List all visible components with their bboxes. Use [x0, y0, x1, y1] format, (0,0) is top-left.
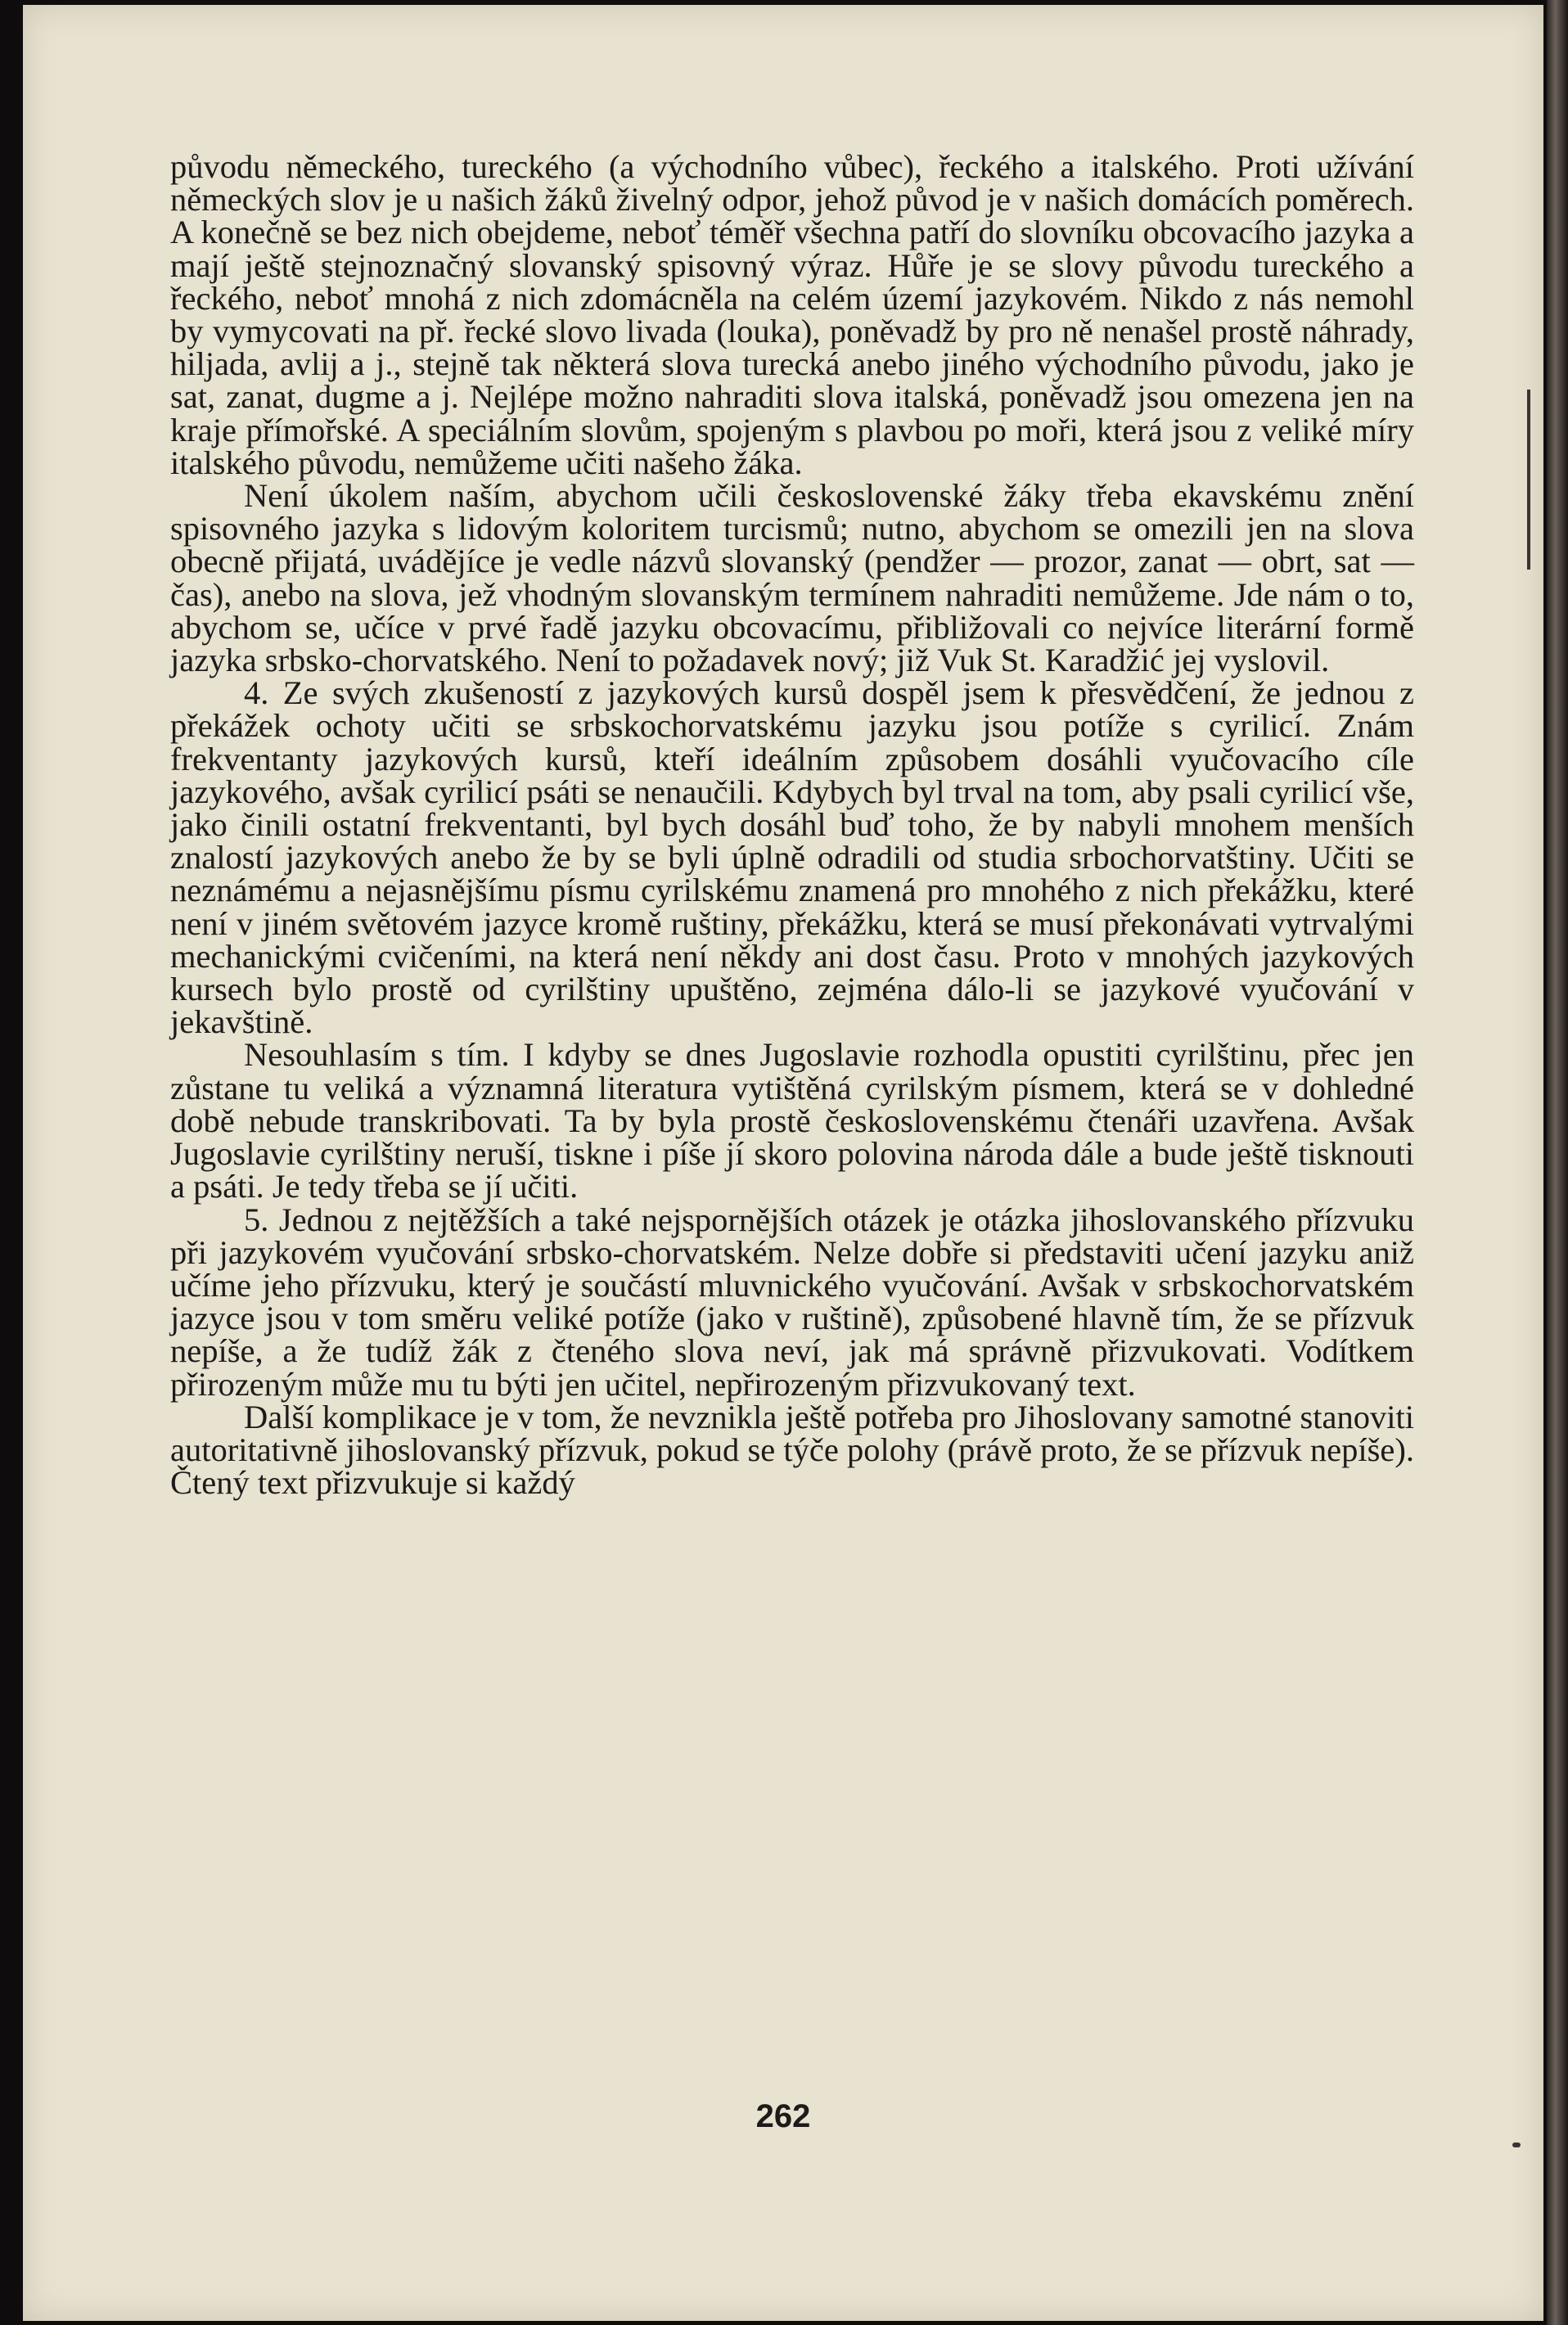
- margin-mark: [1527, 390, 1530, 570]
- paragraph-1: původu německého, tureckého (a východního vůbec), řeckého a italského. Proti užívání německých slov je u našich žáků živelný odpor, jehož původ je v našich domácích poměrech. A konečně se bez nich obejdeme, neboť téměř všechna patří do slovníku obcovacího jazyka a mají ještě stejnoznačný slovanský spisovný výraz. Hůře je se slovy původu tureckého a řeckého, neboť mnohá z nich zdomácněla na celém území jazykovém. Nikdo z nás nemohl by vymycovati na př. řecké slovo livada (louka), poněvadž by pro ně nenašel prostě náhrady, hiljada, avlij a j., stejně tak některá slova turecká anebo jiného východního původu, jako je sat, zanat, dugme a j. Nejlépe možno nahraditi slova italská, poněvadž jsou omezena jen na kraje přímořské. A speciálním slovům, spojeným s plavbou po moři, která jsou z veliké míry italského původu, nemůžeme učiti našeho žáka.: [170, 148, 1414, 481]
- body-text: [170, 148, 1414, 1502]
- margin-dot: [1512, 2143, 1521, 2147]
- paragraph-3: 4. Ze svých zkušeností z jazykových kursů dospěl jsem k přesvědčení, že jednou z překážek ochoty učiti se srbskochorvatskému jazyku jsou potíže s cyrilicí. Znám frekventanty jazykových kursů, kteří ideálním způsobem dosáhli vyučovacího cíle jazykového, avšak cyrilicí psáti se nenaučili. Kdybych byl trval na tom, aby psali cyrilicí vše, jako činili ostatní frekventanti, byl bych dosáhl buď toho, že by nabyli mnohem menších znalostí jazykových anebo že by se byli úplně odradili od studia srbochorvatštiny. Učiti se neznámému a nejasnějšímu písmu cyrilskému znamená pro mnohého z nich překážku, které není v jiném světovém jazyce kromě ruštiny, překážku, která se musí překonávati vytrvalými mechanickými cvičeními, na která není někdy ani dost času. Proto v mnohých jazykových kursech bylo prostě od cyrilštiny upuštěno, zejména dálo-li se jazykové vyučování v jekavštině.: [170, 674, 1414, 1041]
- page-number: 262: [755, 2098, 811, 2134]
- book-page: [23, 5, 1543, 2321]
- paragraph-6: Další komplikace je v tom, že nevznikla ještě potřeba pro Jihoslovany samotné stanoviti autoritativně jihoslovanský přízvuk, pokud se týče polohy (právě proto, že se přízvuk nepíše). Čtený text přizvukuje si každý: [170, 1398, 1414, 1502]
- paragraph-2: Není úkolem naším, abychom učili československé žáky třeba ekavskému znění spisovného jazyka s lidovým koloritem turcismů; nutno, abychom se omezili jen na slova obecně přijatá, uvádějíce je vedle názvů slovanský (pendžer — prozor, zanat — obrt, sat — čas), anebo na slova, jež vhodným slovanským termínem nahraditi nemůžeme. Jde nám o to, abychom se, učíce v prvé řadě jazyku obcovacímu, přibližovali co nejvíce literární formě jazyka srbsko-chorvatského. Není to požadavek nový; již Vuk St. Karadžić jej vyslovil.: [170, 477, 1414, 679]
- scan-edge: [1547, 0, 1568, 2325]
- paragraph-4: Nesouhlasím s tím. I kdyby se dnes Jugoslavie rozhodla opustiti cyrilštinu, přec jen zůstane tu veliká a významná literatura vytištěná cyrilským písmem, která se v dohledné době nebude transkribovati. Ta by byla prostě československému čtenáři uzavřena. Avšak Jugoslavie cyrilštiny neruší, tiskne i píše jí skoro polovina národa dále a bude ještě tisknouti a psáti. Je tedy třeba se jí učiti.: [170, 1036, 1414, 1205]
- paragraph-5: 5. Jednou z nejtěžších a také nejspornějších otázek je otázka jihoslovanského přízvuku při jazykovém vyučování srbsko-chorvatském. Nelze dobře si představiti učení jazyku aniž učíme jeho přízvuku, který je součástí mluvnického vyučování. Avšak v srbskochorvatském jazyce jsou v tom směru veliké potíže (jako v ruštině), způsobené hlavně tím, že se přízvuk nepíše, a že tudíž žák z čteného slova neví, jak má správně přizvukovati. Vodítkem přirozeným může mu tu býti jen učitel, nepřirozeným přizvukovaný text.: [170, 1201, 1414, 1403]
